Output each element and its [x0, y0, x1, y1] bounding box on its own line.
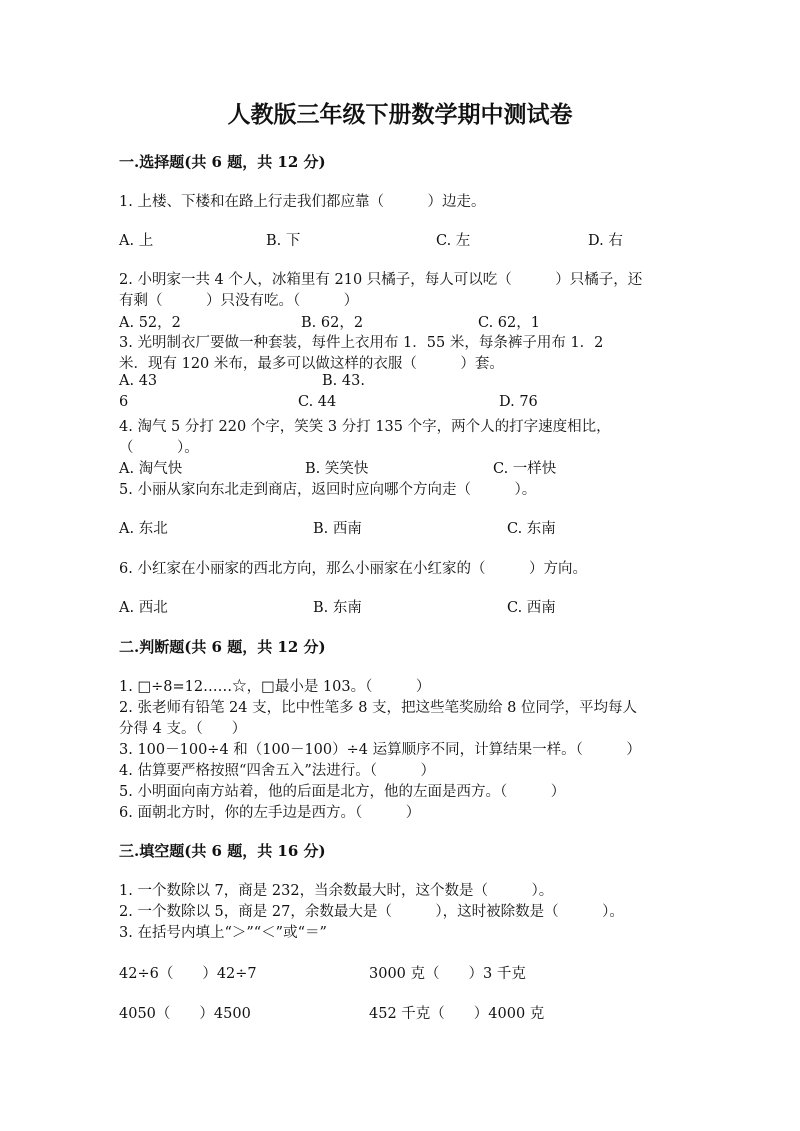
option-1-3-b: B. 43. [322, 373, 365, 389]
judge-2-2-line1: 2. 张老师有铅笔 24 支，比中性笔多 8 支，把这些笔奖励给 8 位同学，平均每人 [119, 700, 637, 716]
judge-2-1: 1. □÷8=12……☆，□最小是 103。（ ） [119, 679, 431, 695]
question-1-3-line1: 3. 光明制衣厂要做一种套装，每件上衣用布 1．55 米，每条裤子用布 1．2 [119, 335, 604, 351]
compare-item-1: 42÷6（ ）42÷7 [119, 966, 257, 982]
question-1-2-line1: 2. 小明家一共 4 个人，冰箱里有 210 只橘子，每人可以吃（ ）只橘子，还 [119, 272, 643, 288]
question-1-2-line2: 有剩（ ）只没有吃。（ ） [119, 293, 359, 309]
option-1-3-c: C. 44 [298, 394, 337, 410]
question-1-6: 6. 小红家在小丽家的西北方向，那么小丽家在小红家的（ ）方向。 [119, 561, 587, 577]
option-1-5-a: A. 东北 [119, 521, 168, 537]
judge-2-6: 6. 面朝北方时，你的左手边是西方。（ ） [119, 805, 421, 821]
option-1-4-c: C. 一样快 [493, 461, 557, 477]
option-1-6-a: A. 西北 [119, 600, 168, 616]
page-title: 人教版三年级下册数学期中测试卷 [227, 101, 573, 128]
section-heading-fill: 三.填空题(共 6 题，共 16 分) [119, 842, 326, 860]
fill-3-1: 1. 一个数除以 7，商是 232，当余数最大时，这个数是（ ）。 [119, 883, 554, 899]
fill-3-3: 3. 在括号内填上“＞”“＜”或“＝” [119, 925, 327, 941]
option-1-2-a: A. 52，2 [119, 315, 181, 331]
option-1-1-a: A. 上 [119, 233, 154, 249]
option-1-5-b: B. 西南 [313, 521, 362, 537]
option-1-4-a: A. 淘气快 [119, 461, 183, 477]
section-heading-choice: 一.选择题(共 6 题，共 12 分) [119, 153, 326, 171]
option-1-6-c: C. 西南 [507, 600, 556, 616]
option-1-1-c: C. 左 [436, 233, 471, 249]
compare-item-4: 452 千克（ ）4000 克 [369, 1006, 545, 1022]
judge-2-3: 3. 100－100÷4 和（100－100）÷4 运算顺序不同，计算结果一样。（ ） [119, 742, 641, 758]
question-1-1: 1. 上楼、下楼和在路上行走我们都应靠（ ）边走。 [119, 194, 486, 210]
question-1-4-line1: 4. 淘气 5 分打 220 个字，笑笑 3 分打 135 个字，两个人的打字速度相比， [119, 419, 611, 435]
compare-item-3: 4050（ ）4500 [119, 1006, 251, 1022]
judge-2-4: 4. 估算要严格按照“四舍五入”法进行。（ ） [119, 763, 436, 779]
judge-2-2-line2: 分得 4 支。（ ） [119, 721, 247, 737]
option-1-5-c: C. 东南 [507, 521, 556, 537]
fill-3-2: 2. 一个数除以 5，商是 27，余数最大是（ ），这时被除数是（ ）。 [119, 904, 624, 920]
option-1-2-c: C. 62，1 [478, 315, 540, 331]
option-1-3-a: A. 43 [119, 373, 158, 389]
option-1-2-b: B. 62，2 [301, 315, 364, 331]
option-1-1-d: D. 右 [588, 233, 623, 249]
question-1-4-line2: （ ）。 [119, 440, 199, 456]
compare-item-2: 3000 克（ ）3 千克 [369, 966, 526, 982]
question-1-3-line2: 米．现有 120 米布，最多可以做这样的衣服（ ）套。 [119, 356, 504, 372]
option-1-6-b: B. 东南 [313, 600, 362, 616]
option-1-3-d: D. 76 [499, 394, 538, 410]
judge-2-5: 5. 小明面向南方站着，他的后面是北方，他的左面是西方。（ ） [119, 784, 566, 800]
option-1-4-b: B. 笑笑快 [305, 461, 369, 477]
option-1-3-b-cont: 6 [119, 394, 129, 410]
question-1-5: 5. 小丽从家向东北走到商店，返回时应向哪个方向走（ ）。 [119, 482, 537, 498]
section-heading-judgement: 二.判断题(共 6 题，共 12 分) [119, 638, 326, 656]
option-1-1-b: B. 下 [266, 233, 301, 249]
